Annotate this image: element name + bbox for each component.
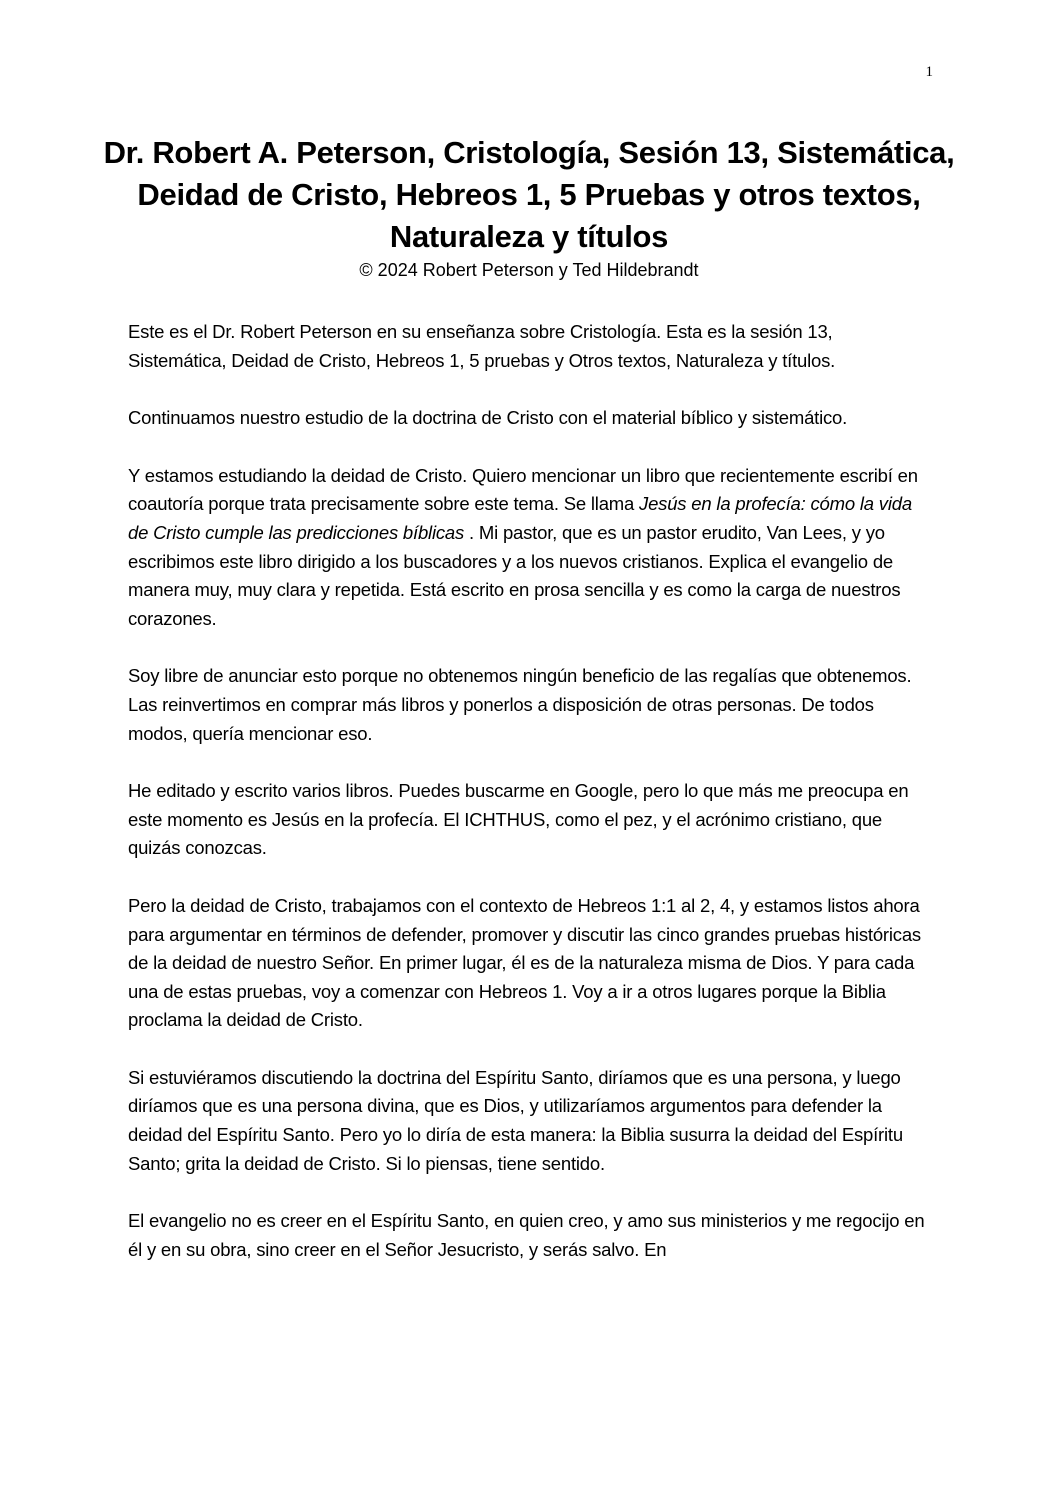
paragraph-gospel: El evangelio no es creer en el Espíritu Santo, en quien creo, y amo sus ministerios y me regocijo en él y en su obra, sino creer en el Señor Jesucristo, y serás salvo. En (128, 1210, 925, 1260)
paragraph-royalties: Soy libre de anunciar esto porque no obtenemos ningún beneficio de las regalías que obtenemos. Las reinvertimos en comprar más libros y ponerlos a disposición de otras personas. De todos modos, quería mencionar eso. (128, 665, 912, 744)
document-title: Dr. Robert A. Peterson, Cristología, Sesión 13, Sistemática, Deidad de Cristo, Hebreos 1, 5 Pruebas y otros textos, Naturaleza y títulos (103, 135, 955, 254)
paragraph-book-mention (128, 462, 934, 634)
paragraph-holy-spirit: Si estuviéramos discutiendo la doctrina del Espíritu Santo, diríamos que es una persona, y luego diríamos que es una persona divina, que es Dios, y utilizaríamos argumentos para defender la deidad del Espíritu Santo. Pero yo lo diría de esta manera: la Biblia susurra la deidad del Espíritu Santo; grita la deidad de Cristo. Si lo piensas, tiene sentido. (128, 1066, 903, 1174)
book-title: Jesús en la profecía: cómo la vida de Cristo cumple las predicciones bíblicas (128, 493, 912, 543)
book-text-after: . Mi pastor, que es un pastor erudito, Van Lees, y yo escribimos este libro dirigido a los buscadores y a los nuevos cristianos. Explica el evangelio de manera muy, muy clara y repetida. Está escrito en prosa sencilla y es como la carga de nuestros corazones. (128, 521, 901, 629)
paragraph-deity-proofs: Pero la deidad de Cristo, trabajamos con el contexto de Hebreos 1:1 al 2, 4, y estamos listos ahora para argumentar en términos de defender, promover y discutir las cinco grandes pruebas históricas de la deidad de nuestro Señor. En primer lugar, él es de la naturaleza misma de Dios. Y para cada una de estas pruebas, voy a comenzar con Hebreos 1. Voy a ir a otros lugares porque la Biblia proclama la deidad de Cristo. (128, 894, 921, 1031)
paragraph-intro: Este es el Dr. Robert Peterson en su enseñanza sobre Cristología. Esta es la sesión 13, Sistemática, Deidad de Cristo, Hebreos 1, 5 pruebas y Otros textos, Naturaleza y títulos. (128, 321, 836, 371)
paragraph-books: He editado y escrito varios libros. Puedes buscarme en Google, pero lo que más me preocupa en este momento es Jesús en la profecía. El ICHTHUS, como el pez, y el acrónimo cristiano, que quizás conozcas. (128, 780, 909, 859)
document-body (128, 318, 934, 1293)
copyright-line: © 2024 Robert Peterson y Ted Hildebrandt (359, 260, 699, 280)
page-number: 1 (925, 64, 933, 80)
paragraph-continuation: Continuamos nuestro estudio de la doctrina de Cristo con el material bíblico y sistemático. (128, 407, 848, 429)
book-text-before: Y estamos estudiando la deidad de Cristo. Quiero mencionar un libro que recientemente escribí en coautoría porque trata precisamente sobre este tema. Se llama (128, 464, 918, 515)
document-header (100, 132, 958, 282)
